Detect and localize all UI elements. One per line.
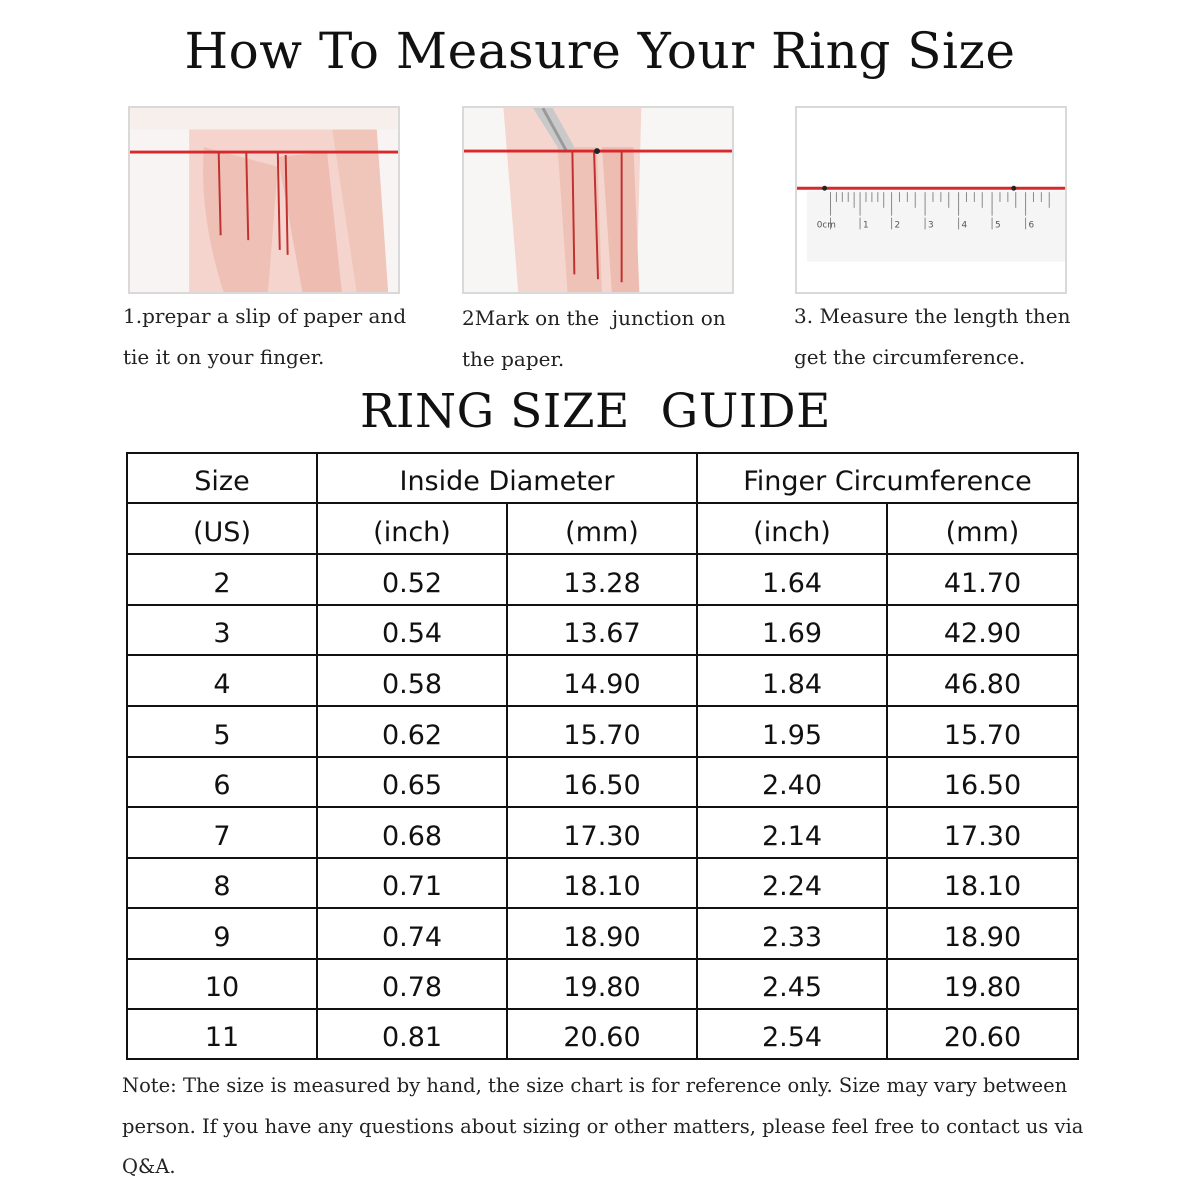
header-inside-diameter: Inside Diameter [399, 466, 615, 497]
note-line-3: Q&A. [122, 1155, 176, 1178]
table-cell: 16.50 [943, 770, 1022, 801]
table-cell: 2.24 [761, 871, 823, 902]
table-cell: 1.84 [761, 669, 823, 700]
table-cell: 6 [213, 770, 231, 801]
table-cell: 17.30 [943, 821, 1022, 852]
table-cell: 13.67 [563, 618, 641, 649]
table-cell: 9 [213, 922, 231, 953]
page-title: How To Measure Your Ring Size [184, 22, 1016, 80]
table-cell: 2 [213, 568, 231, 599]
table-cell: 0.62 [381, 720, 443, 751]
table-cell: 0.65 [381, 770, 443, 801]
table-cell: 18.90 [943, 922, 1022, 953]
ruler-label-3: 3 [928, 220, 934, 231]
header-unit: (inch) [753, 517, 831, 548]
table-cell: 7 [213, 821, 231, 852]
table-cell: 13.28 [563, 568, 641, 599]
table-cell: 0.58 [381, 669, 443, 700]
table-cell: 2.45 [761, 972, 823, 1003]
table-cell: 1.64 [761, 568, 823, 599]
header-unit: (US) [193, 517, 251, 548]
step-3-caption-line-2: get the circumference. [794, 345, 1026, 369]
header-finger-circumference: Finger Circumference [743, 466, 1032, 497]
table-cell: 46.80 [943, 669, 1022, 700]
table-cell: 0.74 [381, 922, 443, 953]
table-cell: 0.68 [381, 821, 443, 852]
note-line-2: person. If you have any questions about sizing or other matters, please feel free to contact us via [122, 1114, 1084, 1138]
table-cell: 19.80 [563, 972, 641, 1003]
table-cell: 0.81 [381, 1022, 443, 1053]
header-size: Size [194, 466, 250, 497]
header-unit: (mm) [565, 517, 639, 548]
table-cell: 15.70 [563, 720, 641, 751]
table-cell: 5 [213, 720, 231, 751]
header-unit: (mm) [945, 517, 1020, 548]
step-1-caption-line-2: tie it on your finger. [123, 345, 325, 369]
table-cell: 19.80 [943, 972, 1022, 1003]
table-cell: 15.70 [943, 720, 1022, 751]
table-cell: 14.90 [563, 669, 641, 700]
table-cell: 0.54 [381, 618, 443, 649]
table-cell: 18.10 [563, 871, 641, 902]
table-cell: 2.14 [761, 821, 823, 852]
table-cell: 2.40 [761, 770, 823, 801]
table-cell: 20.60 [943, 1022, 1022, 1053]
table-cell: 41.70 [943, 568, 1022, 599]
table-cell: 11 [204, 1022, 240, 1053]
table-cell: 17.30 [563, 821, 641, 852]
ruler-label-5: 5 [995, 220, 1001, 231]
table-cell: 4 [213, 669, 231, 700]
table-cell: 10 [204, 972, 240, 1003]
step-2-caption-line-2: the paper. [462, 347, 565, 371]
step-3-caption-line-1: 3. Measure the length then [794, 304, 1071, 328]
table-cell: 0.52 [381, 568, 443, 599]
table-cell: 16.50 [563, 770, 641, 801]
table-cell: 1.69 [761, 618, 823, 649]
table-cell: 18.90 [563, 922, 641, 953]
step-2-caption-line-1: 2Mark on the junction on [462, 306, 726, 330]
table-cell: 3 [213, 618, 231, 649]
table-cell: 1.95 [761, 720, 823, 751]
ruler-label-1: 1 [863, 220, 869, 231]
table-cell: 42.90 [943, 618, 1022, 649]
note-line-1: Note: The size is measured by hand, the size chart is for reference only. Size may vary between [122, 1074, 1068, 1097]
table-cell: 2.54 [761, 1022, 823, 1053]
table-cell: 18.10 [943, 871, 1022, 902]
header-unit: (inch) [373, 517, 451, 548]
ring-size-guide-title: RING SIZE GUIDE [360, 384, 831, 439]
table-cell: 8 [213, 871, 231, 902]
ruler-label-6: 6 [1028, 220, 1035, 231]
ruler-label-2: 2 [894, 220, 901, 231]
step-1-caption-line-1: 1.prepar a slip of paper and [123, 304, 407, 328]
table-cell: 0.71 [381, 871, 443, 902]
table-cell: 0.78 [381, 972, 443, 1003]
note-text [122, 1066, 1094, 1188]
table-cell: 20.60 [563, 1022, 641, 1053]
table-cell: 2.33 [761, 922, 823, 953]
ruler-label-4: 4 [961, 220, 968, 231]
ruler-label-0: 0cm [816, 220, 836, 231]
